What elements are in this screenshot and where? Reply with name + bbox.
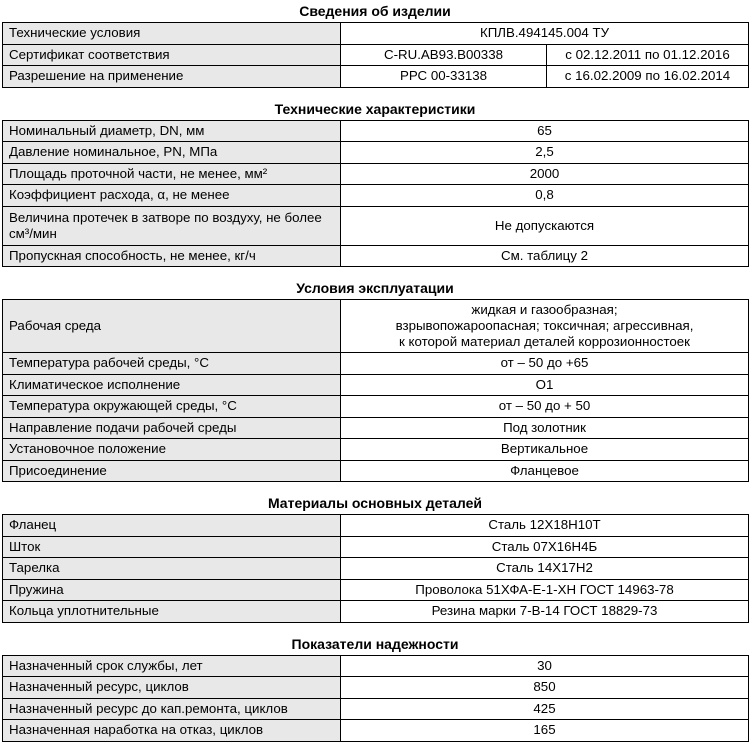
- row-label: Давление номинальное, PN, МПа: [3, 142, 341, 164]
- table-row: [3, 206, 749, 245]
- row-label: Назначенная наработка на отказ, циклов: [3, 720, 341, 742]
- row-period: с 02.12.2011 по 01.12.2016: [547, 44, 749, 66]
- table-row: [3, 579, 749, 601]
- table-row: [3, 142, 749, 164]
- row-label: Тарелка: [3, 558, 341, 580]
- operating-conditions-table: [2, 299, 749, 482]
- tech-specs-table: [2, 120, 749, 268]
- table-row: [3, 558, 749, 580]
- row-period: с 16.02.2009 по 16.02.2014: [547, 66, 749, 88]
- table-row: [3, 163, 749, 185]
- row-label: Площадь проточной части, не менее, мм²: [3, 163, 341, 185]
- row-value: Проволока 51ХФА-Е-1-ХН ГОСТ 14963-78: [341, 579, 749, 601]
- row-value: от – 50 до +65: [341, 353, 749, 375]
- row-label: Назначенный ресурс, циклов: [3, 677, 341, 699]
- row-value: 165: [341, 720, 749, 742]
- table-row: [3, 66, 749, 88]
- table-row: [3, 185, 749, 207]
- row-value: 2,5: [341, 142, 749, 164]
- row-value: 65: [341, 120, 749, 142]
- reliability-table: [2, 655, 749, 742]
- table-row: [3, 396, 749, 418]
- row-value: Вертикальное: [341, 439, 749, 461]
- table-row: [3, 353, 749, 375]
- row-value: 850: [341, 677, 749, 699]
- table-row: [3, 300, 749, 353]
- materials-table: [2, 514, 749, 623]
- row-label: Рабочая среда: [3, 300, 341, 353]
- row-label: Установочное положение: [3, 439, 341, 461]
- row-value: 30: [341, 655, 749, 677]
- row-value: См. таблицу 2: [341, 245, 749, 267]
- row-label: Климатическое исполнение: [3, 374, 341, 396]
- row-label: Фланец: [3, 515, 341, 537]
- product-info-table: [2, 22, 749, 88]
- table-row: [3, 120, 749, 142]
- row-label: Температура окружающей среды, °С: [3, 396, 341, 418]
- row-label: Номинальный диаметр, DN, мм: [3, 120, 341, 142]
- value-line: жидкая и газообразная;: [471, 302, 618, 317]
- table-row: [3, 439, 749, 461]
- row-value: Сталь 07Х16Н4Б: [341, 536, 749, 558]
- row-value: от – 50 до + 50: [341, 396, 749, 418]
- table-row: [3, 374, 749, 396]
- row-value: РРС 00-33138: [341, 66, 547, 88]
- table-row: [3, 460, 749, 482]
- section-title-operating-conditions: Условия эксплуатации: [296, 280, 454, 296]
- row-label: Присоединение: [3, 460, 341, 482]
- row-label: Назначенный ресурс до кап.ремонта, циклов: [3, 698, 341, 720]
- section-title-reliability: Показатели надежности: [291, 635, 459, 652]
- row-value: C-RU.AB93.B00338: [341, 44, 547, 66]
- table-row: [3, 245, 749, 267]
- spec-sheet: [2, 0, 748, 742]
- row-label: Сертификат соответствия: [3, 44, 341, 66]
- table-row: [3, 698, 749, 720]
- row-label: Величина протечек в затворе по воздуху, не более см³/мин: [3, 206, 341, 245]
- row-label: Коэффициент расхода, α, не менее: [3, 185, 341, 207]
- value-line: взрывопожароопасная; токсичная; агрессивная,: [395, 318, 694, 333]
- row-value: 425: [341, 698, 749, 720]
- table-row: [3, 23, 749, 45]
- row-label: Кольца уплотнительные: [3, 601, 341, 623]
- value-line: к которой материал деталей коррозионностоек: [399, 334, 690, 349]
- table-row: [3, 44, 749, 66]
- row-value: Резина марки 7-В-14 ГОСТ 18829-73: [341, 601, 749, 623]
- row-label: Направление подачи рабочей среды: [3, 417, 341, 439]
- table-row: [3, 677, 749, 699]
- row-label: Шток: [3, 536, 341, 558]
- row-value: Не допускаются: [341, 206, 749, 245]
- table-row: [3, 536, 749, 558]
- row-value-multiline: [341, 300, 749, 353]
- section-title-materials: Материалы основных деталей: [267, 495, 483, 511]
- row-label: Технические условия: [3, 23, 341, 45]
- row-value: Сталь 12Х18Н10Т: [341, 515, 749, 537]
- row-value: О1: [341, 374, 749, 396]
- row-label: Температура рабочей среды, °С: [3, 353, 341, 375]
- section-title-tech-specs: Технические характеристики: [274, 100, 476, 117]
- section-title-product-info: Сведения об изделии: [299, 3, 451, 19]
- table-row: [3, 720, 749, 742]
- row-value: Под золотник: [341, 417, 749, 439]
- row-value: Фланцевое: [341, 460, 749, 482]
- table-row: [3, 417, 749, 439]
- table-row: [3, 515, 749, 537]
- row-value: 0,8: [341, 185, 749, 207]
- row-label: Разрешение на применение: [3, 66, 341, 88]
- row-label: Назначенный срок службы, лет: [3, 655, 341, 677]
- table-row: [3, 655, 749, 677]
- table-row: [3, 601, 749, 623]
- row-value: КПЛВ.494145.004 ТУ: [341, 23, 749, 45]
- row-label: Пропускная способность, не менее, кг/ч: [3, 245, 341, 267]
- row-label: Пружина: [3, 579, 341, 601]
- row-value: Сталь 14Х17Н2: [341, 558, 749, 580]
- row-value: 2000: [341, 163, 749, 185]
